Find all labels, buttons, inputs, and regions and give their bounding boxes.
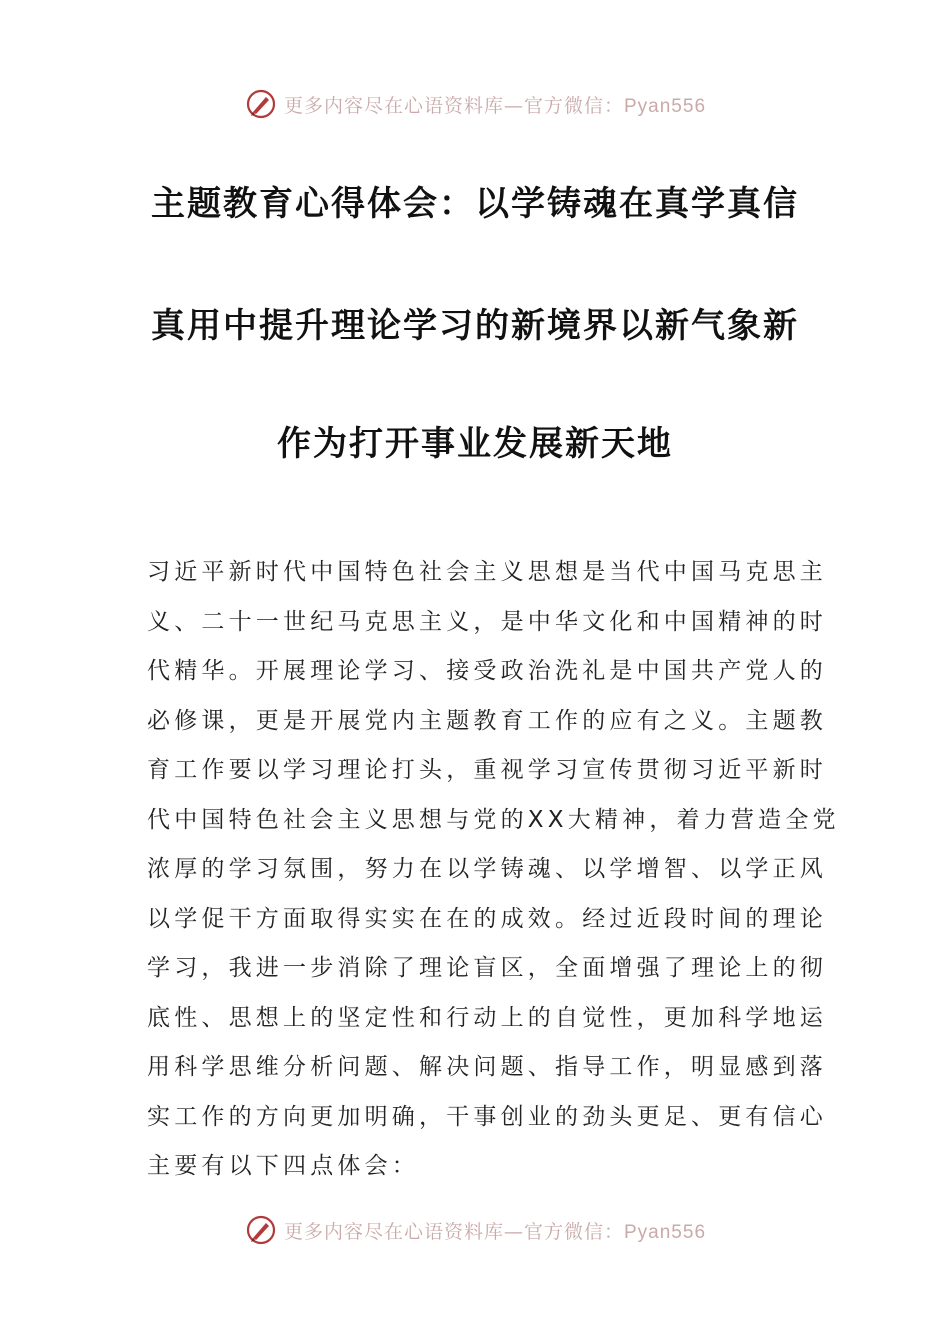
paragraph-line: 浓厚的学习氛围，努力在以学铸魂、以学增智、以学正风 <box>147 856 827 882</box>
paragraph-line: 必修课，更是开展党内主题教育工作的应有之义。主题教 <box>147 707 827 734</box>
paragraph-line: 主要有以下四点体会： <box>147 1153 419 1179</box>
body-paragraph <box>147 548 840 1192</box>
pen-logo-icon <box>244 87 278 121</box>
paragraph-line: 代精华。开展理论学习、接受政治洗礼是中国共产党人的 <box>147 658 827 684</box>
watermark-label: 更多内容尽在心语资料库—官方微信： <box>283 1220 624 1243</box>
document-title-line-1: 主题教育心得体会：以学铸魂在真学真信 <box>151 184 799 224</box>
paragraph-line: 底性、思想上的坚定性和行动上的自觉性，更加科学地运 <box>147 1004 827 1031</box>
paragraph-line: 学习，我进一步消除了理论盲区，全面增强了理论上的彻 <box>147 955 827 981</box>
paragraph-line: 育工作要以学习理论打头，重视学习宣传贯彻习近平新时 <box>147 757 827 783</box>
paragraph-line: 以学促干方面取得实实在在的成效。经过近段时间的理论 <box>147 905 827 932</box>
document-title-line-2: 真用中提升理论学习的新境界以新气象新 <box>151 306 799 346</box>
paragraph-line: 代中国特色社会主义思想与党的XX大精神，着力营造全党 <box>147 806 840 833</box>
paragraph-line: 用科学思维分析问题、解决问题、指导工作，明显感到落 <box>147 1054 827 1080</box>
watermark-text <box>284 91 706 118</box>
watermark-wechat-id: Pyan556 <box>624 95 707 117</box>
paragraph-line: 义、二十一世纪马克思主义，是中华文化和中国精神的时 <box>147 608 827 635</box>
header-watermark <box>0 84 950 124</box>
watermark-text <box>284 1217 706 1244</box>
watermark-label: 更多内容尽在心语资料库—官方微信： <box>283 94 624 117</box>
footer-watermark <box>0 1210 950 1250</box>
paragraph-line: 习近平新时代中国特色社会主义思想是当代中国马克思主 <box>147 559 827 585</box>
paragraph-line: 实工作的方向更加明确，干事创业的劲头更足、更有信心 <box>147 1103 827 1130</box>
document-title-line-3: 作为打开事业发展新天地 <box>277 424 673 464</box>
pen-logo-icon <box>244 1213 278 1247</box>
watermark-wechat-id: Pyan556 <box>624 1221 707 1243</box>
